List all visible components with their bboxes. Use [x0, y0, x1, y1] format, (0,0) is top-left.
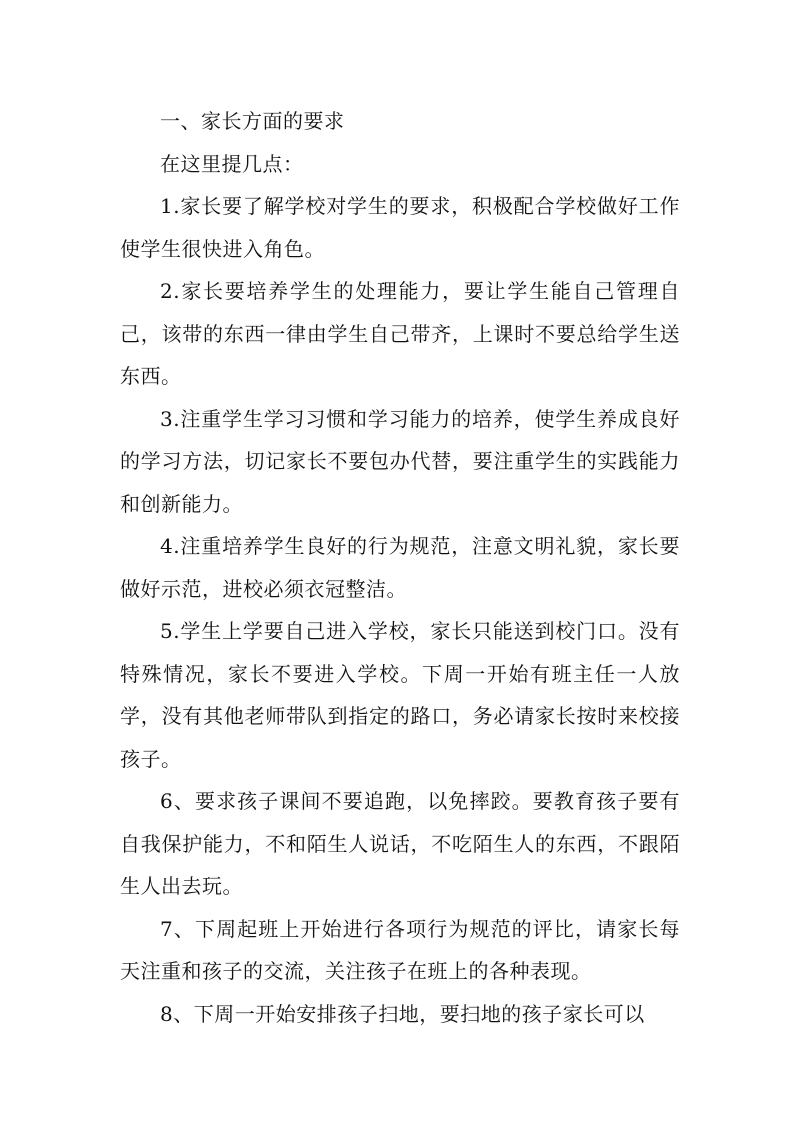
list-item: 7、下周起班上开始进行各项行为规范的评比，请家长每天注重和孩子的交流，关注孩子在班上的各种表现。	[120, 916, 680, 983]
list-item: 8、下周一开始安排孩子扫地，要扫地的孩子家长可以	[160, 1001, 645, 1026]
list-item: 1.家长要了解学校对学生的要求，积极配合学校做好工作使学生很快进入角色。	[120, 194, 680, 261]
list-item: 2.家长要培养学生的处理能力，要让学生能自己管理自己，该带的东西一律由学生自己带齐，上课时不要总给学生送东西。	[120, 279, 680, 388]
list-item: 5.学生上学要自己进入学校，家长只能送到校门口。没有特殊情况，家长不要进入学校。下周一开始有班主任一人放学，没有其他老师带队到指定的路口，务必请家长按时来校接孩子。	[120, 619, 680, 771]
list-item: 6、要求孩子课间不要追跑，以免摔跤。要教育孩子要有自我保护能力，不和陌生人说话，不吃陌生人的东西，不跟陌生人出去玩。	[120, 789, 680, 898]
list-item: 4.注重培养学生良好的行为规范，注意文明礼貌，家长要做好示范，进校必须衣冠整洁。	[120, 534, 680, 601]
list-item: 3.注重学生学习习惯和学习能力的培养，使学生养成良好的学习方法，切记家长不要包办代替，要注重学生的实践能力和创新能力。	[120, 406, 680, 516]
document-body	[120, 100, 680, 1035]
section-heading: 一、家长方面的要求	[160, 109, 345, 133]
intro-text: 在这里提几点：	[160, 151, 304, 176]
